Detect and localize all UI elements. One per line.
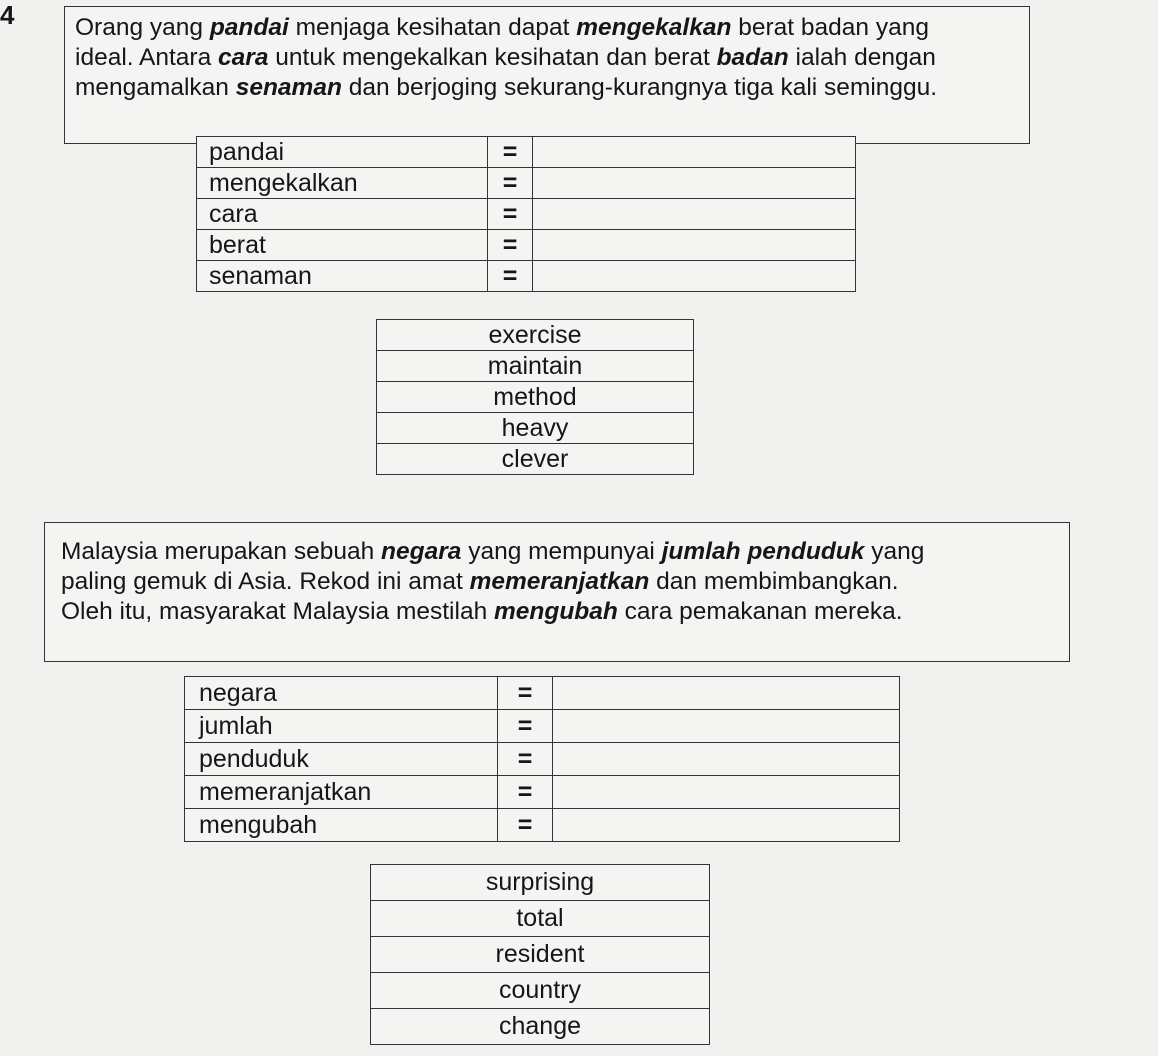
passage-text: paling gemuk di Asia. Rekod ini amat xyxy=(61,568,470,595)
passage-2 xyxy=(44,522,1070,662)
option-item: exercise xyxy=(377,320,694,351)
vocab-word: senaman xyxy=(197,261,488,292)
keyword: negara xyxy=(381,538,462,565)
vocab-row xyxy=(185,776,900,809)
vocab-word: pandai xyxy=(197,137,488,168)
vocab-word: mengubah xyxy=(185,809,498,842)
equals-sign: = xyxy=(498,743,553,776)
vocab-word: berat xyxy=(197,230,488,261)
passage-text: ideal. Antara xyxy=(75,44,219,71)
passage-text: Orang yang xyxy=(75,14,210,41)
keyword: memeranjatkan xyxy=(469,568,650,595)
passage-text: dan berjoging sekurang-kurangnya tiga kali seminggu. xyxy=(341,74,938,101)
vocab-word: memeranjatkan xyxy=(185,776,498,809)
option-item: method xyxy=(377,382,694,413)
option-item: total xyxy=(371,901,710,937)
equals-sign: = xyxy=(488,199,533,230)
keyword: senaman xyxy=(235,74,342,101)
vocab-row xyxy=(185,710,900,743)
passage-text: yang xyxy=(864,538,925,565)
vocab-row xyxy=(185,743,900,776)
answer-cell[interactable] xyxy=(553,743,900,776)
option-item: change xyxy=(371,1009,710,1045)
options-table-2 xyxy=(370,864,710,1045)
keyword: mengubah xyxy=(494,598,618,625)
passage-text: menjaga kesihatan dapat xyxy=(288,14,577,41)
passage-text: cara pemakanan mereka. xyxy=(617,598,903,625)
vocab-row xyxy=(197,168,856,199)
vocab-word: jumlah xyxy=(185,710,498,743)
passage-text: berat badan yang xyxy=(731,14,929,41)
keyword: pandai xyxy=(209,14,289,41)
passage-line xyxy=(75,13,1023,43)
answer-cell[interactable] xyxy=(533,137,856,168)
option-item: surprising xyxy=(371,865,710,901)
option-item: clever xyxy=(377,444,694,475)
vocab-row xyxy=(185,809,900,842)
passage-text: untuk mengekalkan kesihatan dan berat xyxy=(268,44,717,71)
equals-sign: = xyxy=(488,137,533,168)
passage-text: Malaysia merupakan sebuah xyxy=(61,538,382,565)
answer-cell[interactable] xyxy=(533,261,856,292)
equals-sign: = xyxy=(488,168,533,199)
vocab-row xyxy=(197,137,856,168)
passage-text: mengamalkan xyxy=(75,74,236,101)
vocab-row xyxy=(197,230,856,261)
keyword: mengekalkan xyxy=(576,14,732,41)
passage-text: ialah dengan xyxy=(788,44,936,71)
option-item: resident xyxy=(371,937,710,973)
passage-text: yang mempunyai xyxy=(461,538,662,565)
keyword: badan xyxy=(716,44,789,71)
answer-cell[interactable] xyxy=(553,677,900,710)
options-table-1 xyxy=(376,319,694,475)
vocab-word: negara xyxy=(185,677,498,710)
vocab-row xyxy=(185,677,900,710)
vocab-word: cara xyxy=(197,199,488,230)
option-item: country xyxy=(371,973,710,1009)
passage-line xyxy=(75,43,1023,73)
answer-cell[interactable] xyxy=(553,776,900,809)
passage-line xyxy=(61,597,1063,627)
passage-text: Oleh itu, masyarakat Malaysia mestilah xyxy=(61,598,494,625)
vocab-word: mengekalkan xyxy=(197,168,488,199)
vocab-table-1 xyxy=(196,136,856,292)
equals-sign: = xyxy=(488,261,533,292)
equals-sign: = xyxy=(498,776,553,809)
vocab-table-2 xyxy=(184,676,900,842)
question-number: 4 xyxy=(0,0,15,30)
answer-cell[interactable] xyxy=(533,199,856,230)
vocab-word: penduduk xyxy=(185,743,498,776)
keyword: jumlah penduduk xyxy=(661,538,865,565)
equals-sign: = xyxy=(488,230,533,261)
keyword: cara xyxy=(218,44,269,71)
passage-1 xyxy=(64,6,1030,144)
answer-cell[interactable] xyxy=(533,230,856,261)
equals-sign: = xyxy=(498,710,553,743)
passage-text: dan membimbangkan. xyxy=(649,568,899,595)
passage-line xyxy=(61,537,1063,567)
option-item: maintain xyxy=(377,351,694,382)
passage-line xyxy=(61,567,1063,597)
vocab-row xyxy=(197,199,856,230)
equals-sign: = xyxy=(498,809,553,842)
answer-cell[interactable] xyxy=(553,809,900,842)
answer-cell[interactable] xyxy=(533,168,856,199)
vocab-row xyxy=(197,261,856,292)
answer-cell[interactable] xyxy=(553,710,900,743)
passage-line xyxy=(75,73,1023,103)
equals-sign: = xyxy=(498,677,553,710)
option-item: heavy xyxy=(377,413,694,444)
